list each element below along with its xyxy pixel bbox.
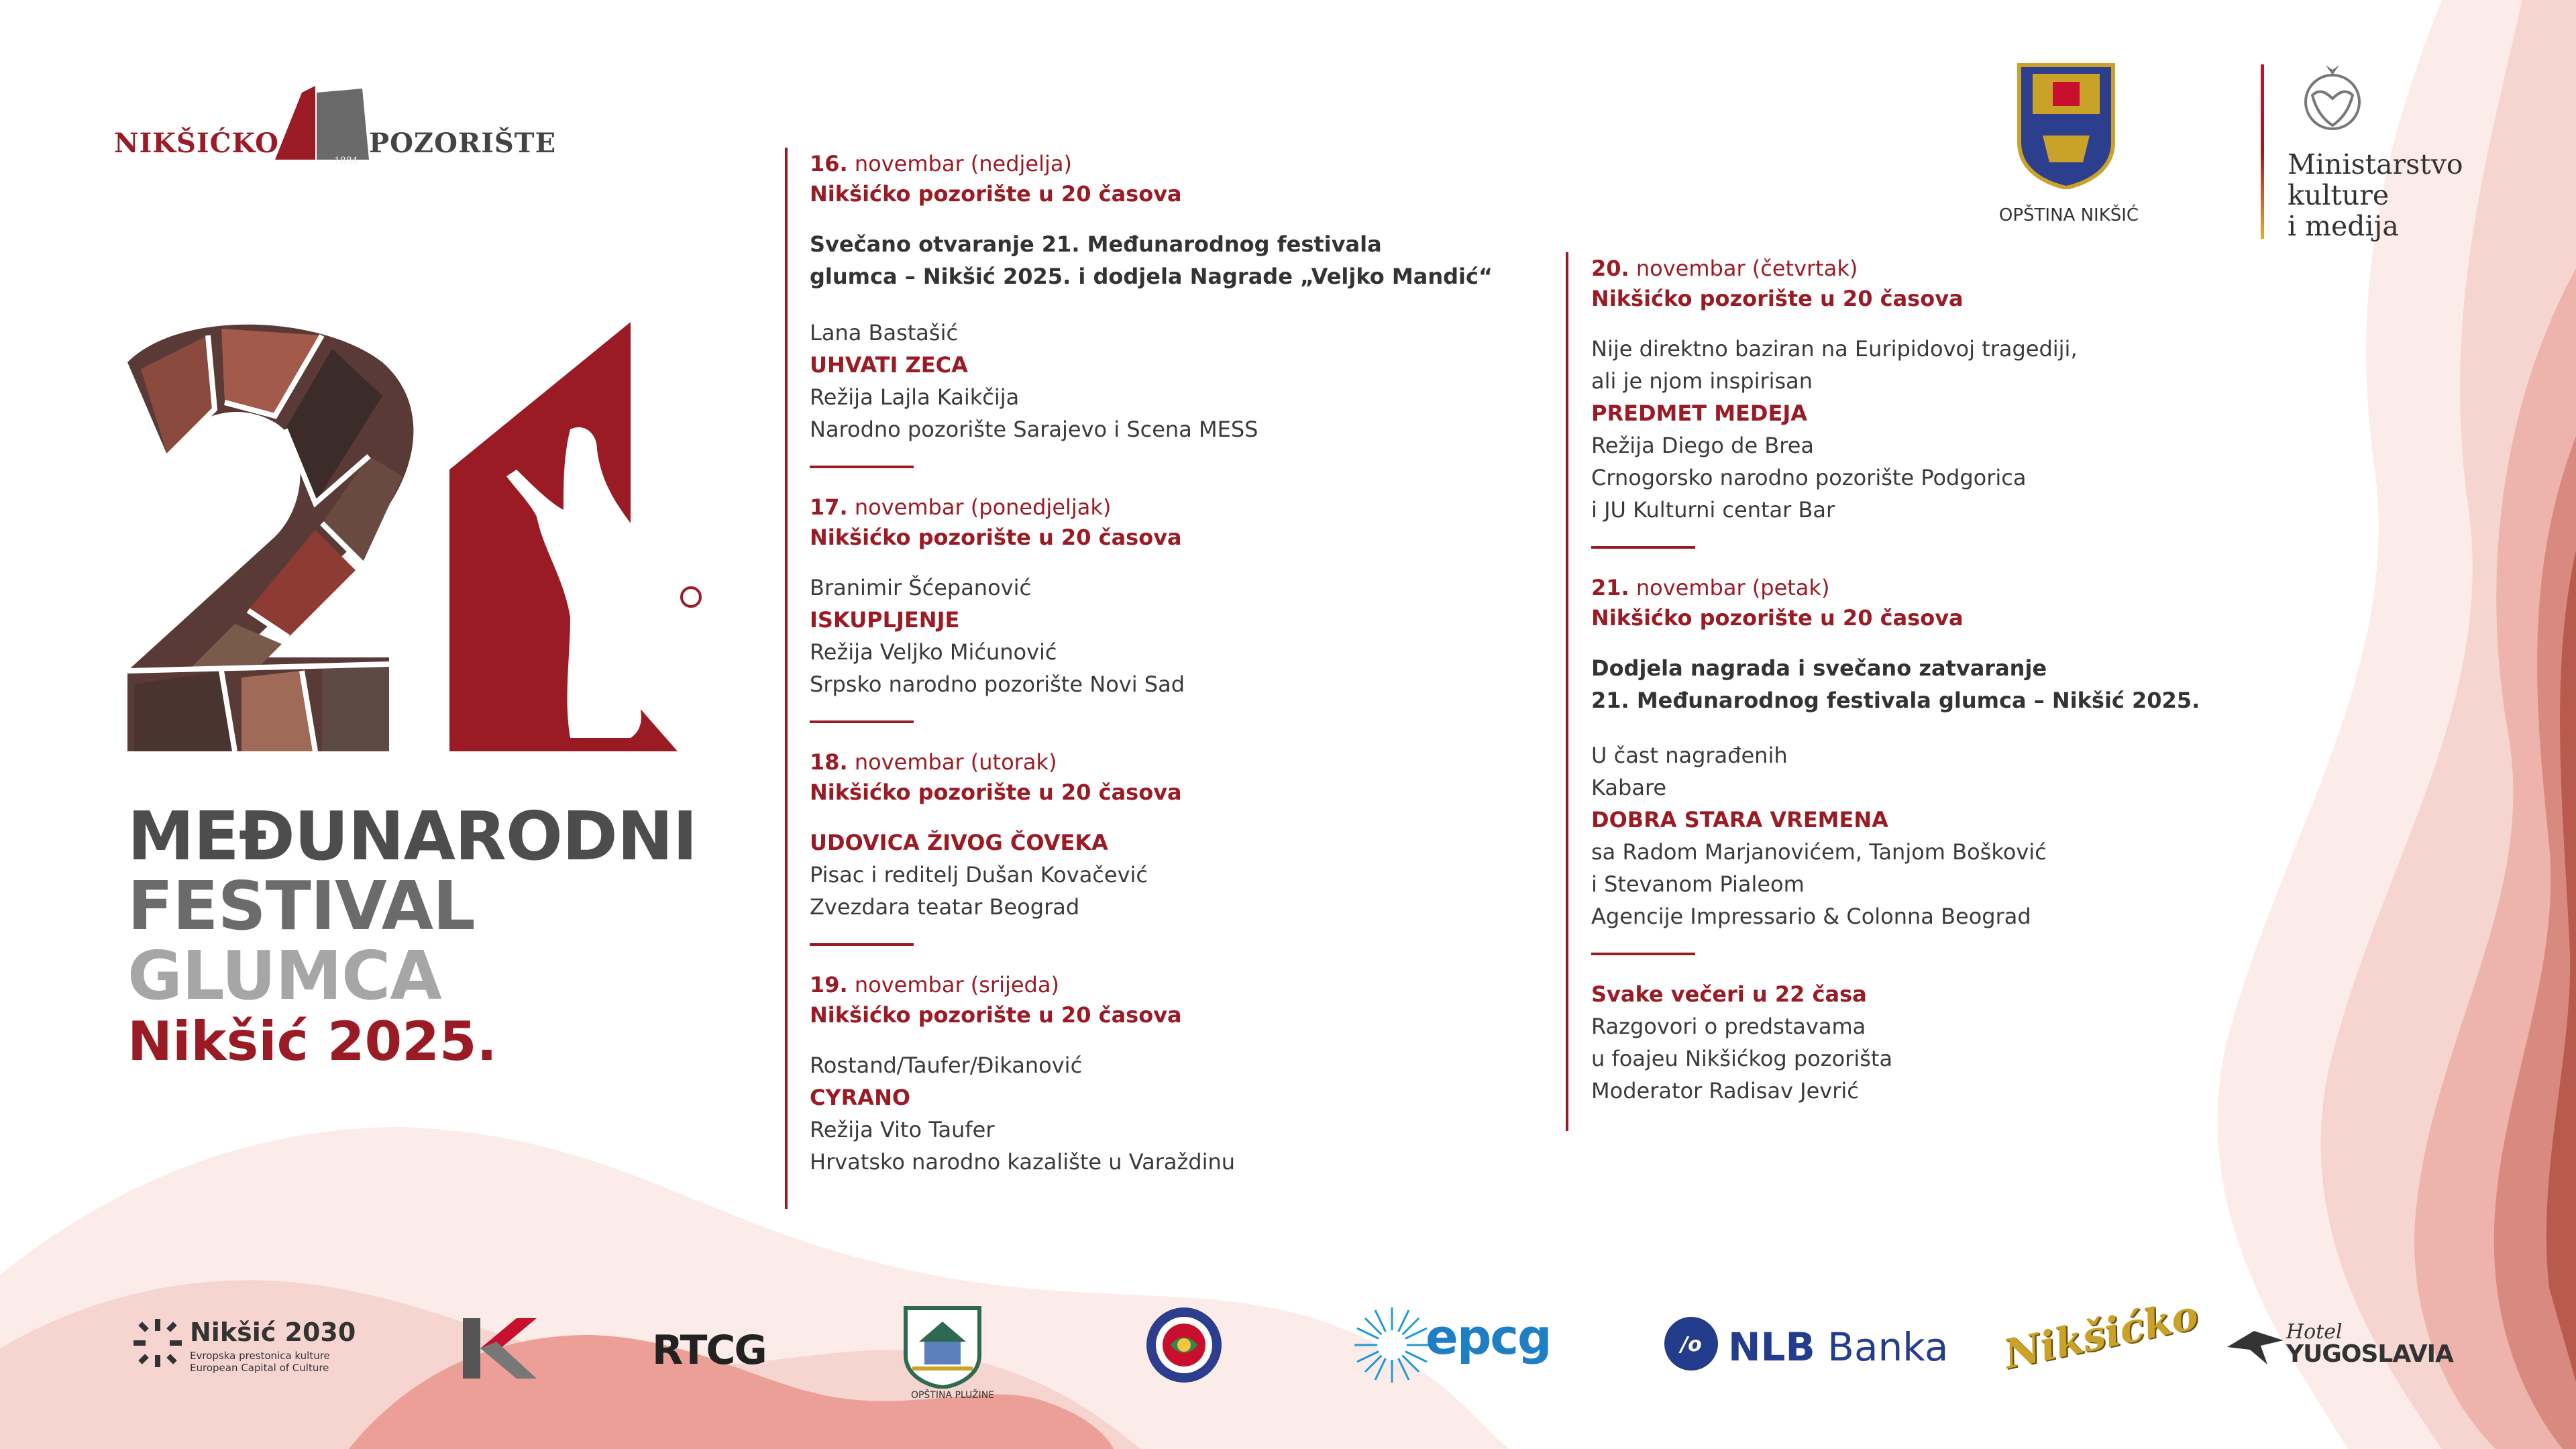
date-number: 20.	[1591, 256, 1629, 281]
title-line-2: FESTIVAL	[127, 867, 475, 945]
program-column-left	[785, 148, 1514, 1209]
nlb-rest: Banka	[1815, 1324, 1949, 1370]
entry-date	[810, 746, 1514, 778]
entry-separator	[1591, 953, 1695, 955]
hotel-word: Hotel	[2286, 1320, 2343, 1344]
entry-detail: Režija Vito Taufer	[810, 1117, 995, 1142]
entry-intro-line: glumca – Nikšić 2025. i dodjela Nagrade „Veljko Mandić“	[810, 264, 1493, 289]
montenegro-eagle-icon	[2296, 62, 2369, 136]
date-number: 18.	[810, 749, 848, 775]
sponsor-epcg	[1352, 1305, 1553, 1392]
sponsor-pluzine	[899, 1301, 995, 1401]
entry-date	[810, 491, 1514, 523]
niksic-2030-star-icon	[131, 1316, 184, 1370]
logo-left-word: NIKŠIĆKO	[114, 127, 280, 159]
date-text: novembar (ponedjeljak)	[847, 494, 1112, 520]
program-entry	[1591, 572, 2296, 932]
date-number: 17.	[810, 494, 848, 520]
entry-venue: Nikšićko pozorište u 20 časova	[1591, 286, 1964, 311]
entry-venue: Nikšićko pozorište u 20 časova	[810, 780, 1182, 805]
ministry-line-1: Ministarstvo	[2288, 148, 2463, 180]
entry-intro-line: Dodjela nagrada i svečano zatvaranje	[1591, 655, 2047, 681]
number-2-photo-collage	[127, 325, 413, 751]
ministry-line-2: kulture	[2288, 179, 2390, 211]
niksic-2030-sub	[190, 1350, 330, 1374]
municipality-logo	[1998, 62, 2139, 225]
nlb-bold: NLB	[1728, 1324, 1815, 1370]
nightly-line: Moderator Radisav Jevrić	[1591, 1078, 1859, 1104]
entry-show-title: CYRANO	[810, 1085, 911, 1110]
title-place-year: Nikšić 2025.	[127, 1010, 497, 1073]
entry-separator	[810, 720, 914, 723]
program-entry	[810, 746, 1514, 923]
ministry-color-bar	[2261, 64, 2264, 239]
logo-right-word: POZORIŠTE	[369, 127, 557, 159]
date-text: novembar (četvrtak)	[1629, 256, 1858, 281]
logo-year: 1884	[334, 156, 358, 166]
hotel-bird-icon	[2227, 1327, 2284, 1367]
nlb-text	[1728, 1324, 1948, 1370]
entry-separator	[810, 943, 914, 946]
pluzine-label: OPŠTINA PLUŽINE	[910, 1390, 995, 1401]
entry-author: Lana Bastašić	[810, 320, 959, 345]
ministry-line-3: i medija	[2288, 210, 2399, 242]
program-entry	[810, 969, 1514, 1178]
nightly-line: Razgovori o predstavama	[1591, 1014, 1866, 1039]
sponsor-niksic-2030	[131, 1316, 359, 1377]
entry-note: Nije direktno baziran na Euripidovoj tragediji,	[1591, 336, 2078, 362]
epcg-sunburst-icon	[1352, 1305, 1432, 1385]
program-entry	[810, 148, 1514, 445]
nightly-heading: Svake večeri u 22 časa	[1591, 981, 1867, 1007]
entry-show-title: ISKUPLJENJE	[810, 607, 960, 633]
entry-detail: i Stevanom Pialeom	[1591, 871, 1805, 897]
festival-title	[127, 797, 697, 1073]
hotel-name: YUGOSLAVIA	[2286, 1340, 2453, 1368]
k-sponsor-logo-icon	[463, 1318, 537, 1379]
program-column-right	[1566, 252, 2296, 1131]
coat-of-arms-icon	[2016, 62, 2116, 189]
entry-date	[1591, 252, 2296, 284]
entry-venue: Nikšićko pozorište u 20 časova	[810, 525, 1182, 550]
festival-21-artwork	[101, 322, 731, 778]
entry-author: Rostand/Taufer/Đikanović	[810, 1053, 1083, 1078]
entry-author: Branimir Šćepanović	[810, 575, 1032, 600]
entry-date	[1591, 572, 2296, 604]
ministry-text	[2288, 149, 2463, 241]
program-entry	[810, 491, 1514, 700]
niksic-2030-sub-2: European Capital of Culture	[190, 1362, 329, 1374]
date-text: novembar (utorak)	[847, 749, 1057, 775]
entry-detail: Pisac i reditelj Dušan Kovačević	[810, 862, 1148, 888]
entry-show-title: DOBRA STARA VREMENA	[1591, 807, 1888, 833]
date-text: novembar (petak)	[1629, 575, 1830, 600]
sponsor-rtcg: RTCG	[652, 1327, 766, 1374]
entry-show-title: UDOVICA ŽIVOG ČOVEKA	[810, 830, 1108, 855]
entry-date	[810, 148, 1514, 180]
entry-detail: sa Radom Marjanovićem, Tanjom Bošković	[1591, 839, 2047, 865]
entry-date	[810, 969, 1514, 1001]
date-number: 21.	[1591, 575, 1629, 600]
number-1-silhouette	[449, 322, 700, 751]
entry-show-title: UHVATI ZECA	[810, 352, 968, 378]
entry-venue: Nikšićko pozorište u 20 časova	[810, 181, 1182, 207]
entry-separator	[1591, 546, 1695, 549]
date-text: novembar (srijeda)	[847, 972, 1059, 998]
nightly-line: u foajeu Nikšićkog pozorišta	[1591, 1046, 1893, 1071]
entry-separator	[810, 466, 914, 468]
title-line-1: MEĐUNARODNI	[127, 797, 697, 875]
theatre-logo	[114, 80, 557, 174]
entry-detail: Režija Diego de Brea	[1591, 433, 1814, 458]
entry-note: ali je njom inspirisan	[1591, 368, 1813, 394]
entry-detail: Srpsko narodno pozorište Novi Sad	[810, 672, 1185, 697]
curtain-mark-icon	[275, 86, 369, 166]
entry-detail: Agencije Impressario & Colonna Beograd	[1591, 904, 2031, 929]
date-text: novembar (nedjelja)	[847, 151, 1072, 176]
municipality-label: OPŠTINA NIKŠIĆ	[1998, 205, 2139, 225]
entry-detail: Režija Lajla Kaikčija	[810, 384, 1020, 410]
entry-detail: Narodno pozorište Sarajevo i Scena MESS	[810, 417, 1258, 442]
entry-detail: Crnogorsko narodno pozorište Podgorica	[1591, 465, 2027, 490]
entry-detail: Zvezdara teatar Beograd	[810, 894, 1080, 920]
entry-detail: i JU Kulturni centar Bar	[1591, 497, 1835, 523]
ministry-logo	[2261, 62, 2489, 243]
entry-note: U čast nagrađenih	[1591, 743, 1788, 768]
niksic-2030-name: Nikšić 2030	[190, 1318, 356, 1347]
sponsor-niksicko-beer: Nikšićko	[1999, 1291, 2202, 1379]
entry-detail: Režija Veljko Mićunović	[810, 639, 1057, 665]
sponsor-hotel-yugoslavia	[2227, 1320, 2469, 1374]
entry-detail: Hrvatsko narodno kazalište u Varaždinu	[810, 1149, 1236, 1175]
nightly-talks	[1591, 978, 2296, 1107]
entry-intro-line: 21. Međunarodnog festivala glumca – Nikšić 2025.	[1591, 688, 2200, 713]
entry-venue: Nikšićko pozorište u 20 časova	[810, 1002, 1182, 1028]
entry-note: Kabare	[1591, 775, 1667, 800]
nlb-circle-icon	[1664, 1316, 1719, 1371]
program-entry	[1591, 252, 2296, 526]
entry-intro-line: Svečano otvaranje 21. Međunarodnog festivala	[810, 231, 1382, 257]
sponsor-nlb-banka	[1664, 1316, 1949, 1377]
title-line-3: GLUMCA	[127, 936, 441, 1015]
pluzine-crest-icon	[899, 1301, 986, 1389]
niksic-2030-sub-1: Evropska prestonica kulture	[190, 1350, 330, 1362]
entry-show-title: PREDMET MEDEJA	[1591, 400, 1807, 426]
date-number: 19.	[810, 972, 848, 998]
svg-text:/o: /o	[1680, 1333, 1702, 1356]
date-number: 16.	[810, 151, 848, 176]
entry-venue: Nikšićko pozorište u 20 časova	[1591, 605, 1964, 631]
epcg-text: epcg	[1426, 1309, 1551, 1365]
round-emblem-sponsor-icon	[1144, 1305, 1224, 1385]
